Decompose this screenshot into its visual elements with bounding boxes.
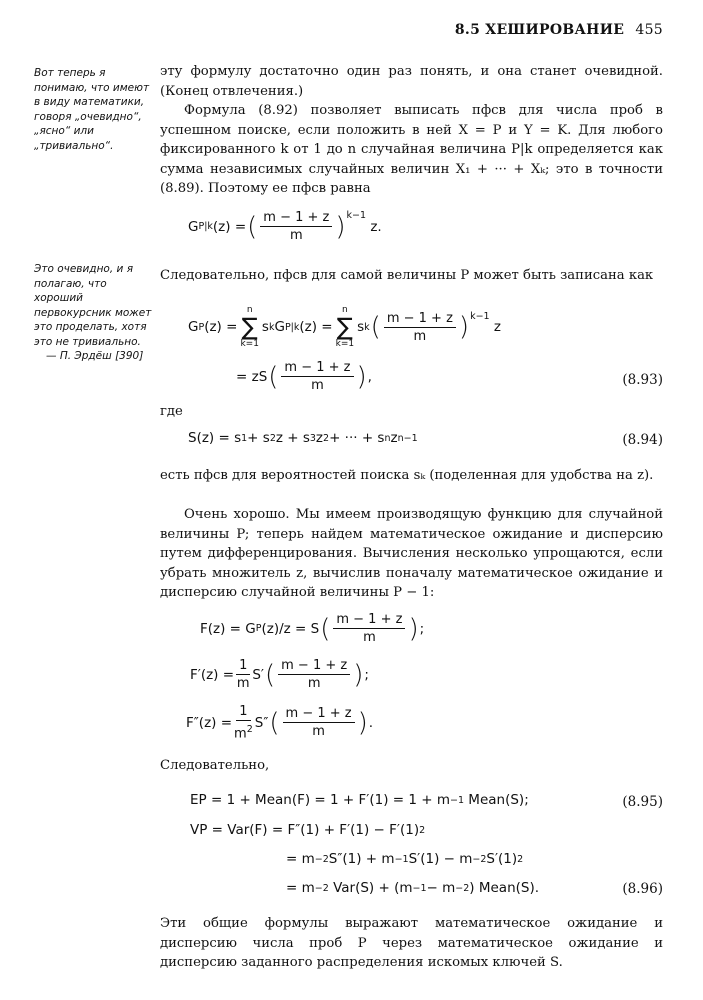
section-title: 8.5 ХЕШИРОВАНИЕ xyxy=(454,22,625,38)
equation-f-prime: F′(z) = $\frac{1}{m}$ S′ ( $\frac{m - 1 + z}{m}$ ) ; xyxy=(190,658,369,691)
page-number: 455 xyxy=(635,22,663,38)
equation-8-93-line1: G P (z) = n ∑ k=1 s k G P|k (z) = n ∑ k=1 s k ( $\frac{m - 1 + z}{m}$ ) $^{k-1}$ z xyxy=(188,305,501,349)
margin-note-1: Вот теперь я понимаю, что имеют в виду математики, говоря „очевидно“, „ясно“ или „тривиально“. xyxy=(34,67,150,152)
equation-8-96-line2: = m −2 S″(1) + m −1 S′(1) − m −2 S′(1) 2 xyxy=(286,851,524,867)
equation-8-95: EP = 1 + Mean(F) = 1 + F′(1) = 1 + m −1 Mean(S); xyxy=(190,792,529,808)
equation-number-8-93: (8.93) xyxy=(622,372,663,388)
paragraph-3: Следовательно, пфсв для самой величины P может быть записана как xyxy=(160,268,654,283)
equation-number-8-94: (8.94) xyxy=(622,432,663,448)
equation-8-93-line2: = zS ( $\frac{m - 1 + z}{m}$ ) , xyxy=(236,360,372,393)
paragraph-6: Следовательно, xyxy=(160,758,270,773)
paragraph-2: Формула (8.92) позволяет выписать пфсв для числа проб в успешном поиске, если положить в ней X = P и Y = K. Для любого фиксированного k от 1 до n случайная величина P|k определяется как сумма независимых случайных величин X₁ + ··· + Xₖ; это в точности (8.89). Поэтому ее пфсв равна xyxy=(160,103,663,196)
equation-gpk: G P|k (z) = ( $\frac{m - 1 + z}{m}$ ) $^{k-1}$ z. xyxy=(188,210,382,243)
margin-attribution: — П. Эрдёш [390] xyxy=(46,350,144,362)
paragraph-1: эту формулу достаточно один раз понять, и она станет очевидной. (Конец отвлечения.) xyxy=(160,64,663,99)
where-word: где xyxy=(160,404,183,419)
paragraph-5: Очень хорошо. Мы имеем производящую функцию для случайной величины P; теперь найдем математическое ожидание и дисперсию путем дифференцирования. Вычисления несколько упрощаются, если убрать множитель z, вычислив поначалу математическое ожидание и дисперсию случайной величины P − 1: xyxy=(160,507,663,600)
equation-f: F(z) = G P (z)/z = S ( $\frac{m - 1 + z}{m}$ ) ; xyxy=(200,612,425,645)
equation-f-double-prime: F″(z) = $\frac{1}{m^2}$ S″ ( $\frac{m - 1 + z}{m}$ ) . xyxy=(186,704,374,742)
equation-8-96-line3: = m −2 Var(S) + (m −1 − m −2 ) Mean(S). xyxy=(286,880,540,896)
equation-number-8-96: (8.96) xyxy=(622,881,663,897)
margin-note-2 xyxy=(34,262,152,364)
equation-number-8-95: (8.95) xyxy=(622,794,663,810)
paragraph-7: Эти общие формулы выражают математическое ожидание и дисперсию числа проб P через математическое ожидание и дисперсию заданного распределения искомых ключей S. xyxy=(160,916,663,970)
equation-8-96-line1: VP = Var(F) = F″(1) + F′(1) − F′(1) 2 xyxy=(190,822,426,838)
equation-8-94: S(z) = s 1 + s 2 z + s 3 z 2 + ··· + s n z n−1 xyxy=(188,430,418,446)
running-header xyxy=(160,22,663,38)
margin-quote: Это очевидно, и я полагаю, что хороший первокурсник может это проделать, хотя это не тривиально. xyxy=(34,263,152,348)
paragraph-4: есть пфсв для вероятностей поиска sₖ (поделенная для удобства на z). xyxy=(160,468,654,483)
